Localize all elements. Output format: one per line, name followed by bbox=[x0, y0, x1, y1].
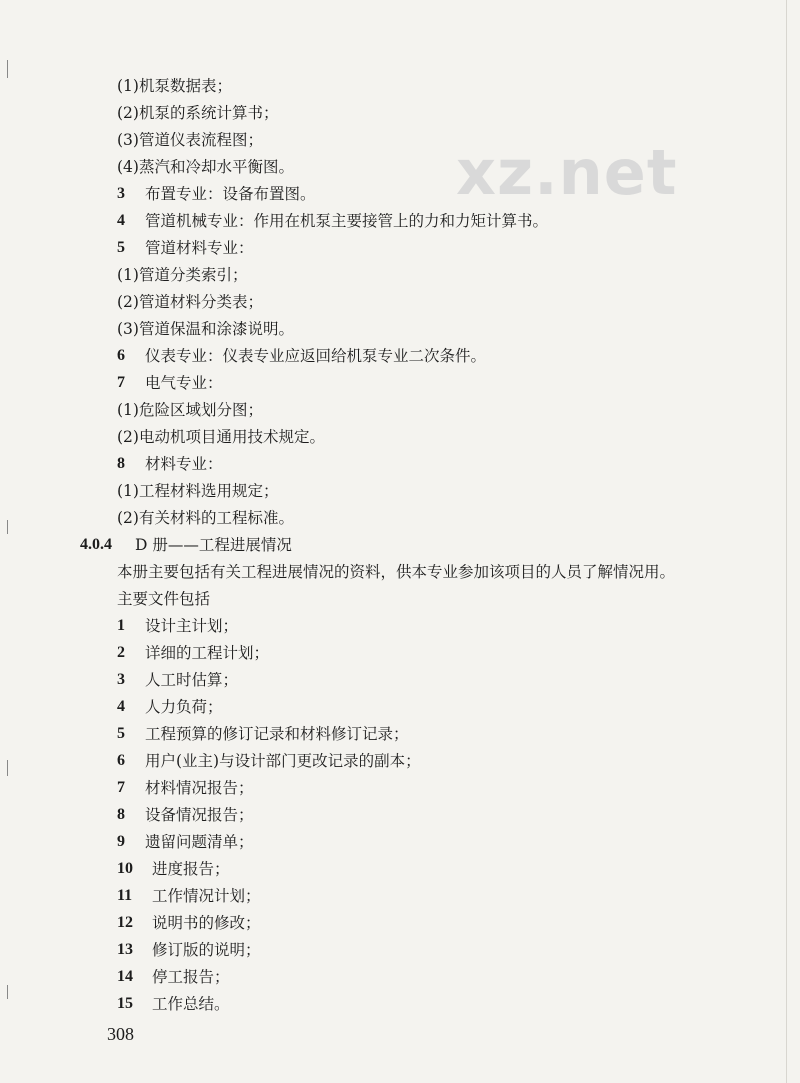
list-item: (1)机泵数据表； bbox=[117, 77, 232, 95]
list-item: (3)管道保温和涂漆说明。 bbox=[117, 320, 294, 338]
item-text: 人力负荷； bbox=[145, 698, 223, 716]
item-text: 布置专业：设备布置图。 bbox=[145, 185, 316, 203]
item-text: 材料专业： bbox=[145, 455, 223, 473]
item-number: 8 bbox=[117, 806, 125, 823]
item-text: 管道机械专业：作用在机泵主要接管上的力和力矩计算书。 bbox=[145, 212, 549, 230]
item-text: 设备情况报告； bbox=[145, 806, 254, 824]
item-text: 仪表专业：仪表专业应返回给机泵专业二次条件。 bbox=[145, 347, 487, 365]
item-text: 工程预算的修订记录和材料修订记录； bbox=[145, 725, 409, 743]
item-number: 6 bbox=[117, 347, 125, 364]
list-item: (1)管道分类索引； bbox=[117, 266, 248, 284]
item-text: 材料情况报告； bbox=[145, 779, 254, 797]
item-text: 管道材料专业： bbox=[145, 239, 254, 257]
item-text: 用户(业主)与设计部门更改记录的副本； bbox=[145, 752, 421, 770]
item-number: 13 bbox=[117, 941, 133, 958]
item-number: 7 bbox=[117, 374, 125, 391]
list-item: (2)管道材料分类表； bbox=[117, 293, 263, 311]
item-text: 修订版的说明； bbox=[152, 941, 261, 959]
item-number: 11 bbox=[117, 887, 133, 904]
list-item: (1)危险区域划分图； bbox=[117, 401, 263, 419]
list-item: (4)蒸汽和冷却水平衡图。 bbox=[117, 158, 294, 176]
item-text: 人工时估算； bbox=[145, 671, 239, 689]
item-number: 3 bbox=[117, 671, 125, 688]
page-edge bbox=[786, 0, 787, 1083]
item-text: 进度报告； bbox=[152, 860, 230, 878]
item-number: 5 bbox=[117, 239, 125, 256]
item-text: 工作情况计划； bbox=[152, 887, 261, 905]
item-text: 停工报告； bbox=[152, 968, 230, 986]
item-number: 6 bbox=[117, 752, 125, 769]
item-text: 遗留问题清单； bbox=[145, 833, 254, 851]
scan-mark bbox=[7, 985, 8, 999]
item-number: 15 bbox=[117, 995, 133, 1012]
item-number: 12 bbox=[117, 914, 133, 931]
paragraph: 本册主要包括有关工程进展情况的资料，供本专业参加该项目的人员了解情况用。 bbox=[117, 563, 676, 581]
item-text: 详细的工程计划； bbox=[145, 644, 270, 662]
item-number: 8 bbox=[117, 455, 125, 472]
paragraph: 主要文件包括 bbox=[117, 590, 211, 608]
item-number: 4 bbox=[117, 212, 125, 229]
scan-mark bbox=[7, 520, 8, 534]
scan-mark bbox=[7, 60, 8, 78]
item-number: 9 bbox=[117, 833, 125, 850]
page-number: 308 bbox=[107, 1024, 134, 1044]
item-text: 工作总结。 bbox=[152, 995, 230, 1013]
watermark: xz.net bbox=[456, 136, 678, 209]
item-number: 2 bbox=[117, 644, 125, 661]
item-number: 4 bbox=[117, 698, 125, 715]
item-text: 说明书的修改； bbox=[152, 914, 261, 932]
section-number: 4.0.4 bbox=[80, 536, 112, 553]
list-item: (2)机泵的系统计算书； bbox=[117, 104, 279, 122]
item-text: 设计主计划； bbox=[145, 617, 239, 635]
list-item: (1)工程材料选用规定； bbox=[117, 482, 279, 500]
scan-mark bbox=[7, 760, 8, 776]
list-item: (2)有关材料的工程标准。 bbox=[117, 509, 294, 527]
item-number: 1 bbox=[117, 617, 125, 634]
list-item: (3)管道仪表流程图； bbox=[117, 131, 263, 149]
item-text: 电气专业： bbox=[145, 374, 223, 392]
list-item: (2)电动机项目通用技术规定。 bbox=[117, 428, 325, 446]
item-number: 7 bbox=[117, 779, 125, 796]
item-number: 10 bbox=[117, 860, 133, 877]
item-number: 5 bbox=[117, 725, 125, 742]
section-title: D 册——工程进展情况 bbox=[135, 536, 292, 554]
item-number: 3 bbox=[117, 185, 125, 202]
item-number: 14 bbox=[117, 968, 133, 985]
